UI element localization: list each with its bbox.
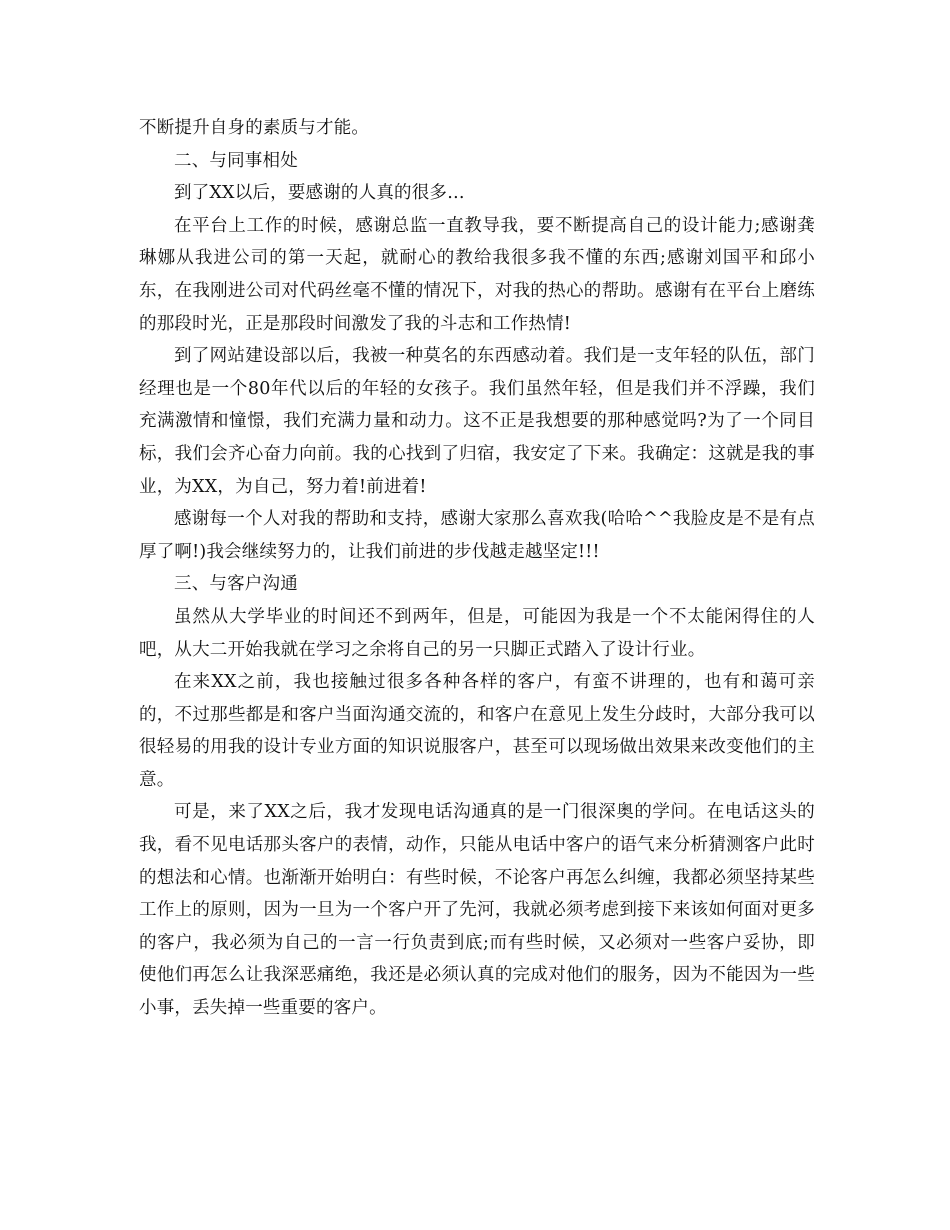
- paragraph: 到了网站建设部以后，我被一种莫名的东西感动着。我们是一支年轻的队伍，部门经理也是一个80年代以后的年轻的女孩子。我们虽然年轻，但是我们并不浮躁，我们充满激情和憧憬，我们充满力量和动力。这不正是我想要的那种感觉吗?为了一个同目标，我们会齐心奋力向前。我的心找到了归宿，我安定了下来。我确定：这就是我的事业，为XX，为自己，努力着!前进着!: [139, 346, 815, 497]
- paragraph-continuation: 不断提升自身的素质与才能。: [139, 118, 370, 138]
- document-body: [139, 112, 815, 1025]
- paragraph: 在平台上工作的时候，感谢总监一直教导我，要不断提高自己的设计能力;感谢龚琳娜从我进公司的第一天起，就耐心的教给我很多我不懂的东西;感谢刘国平和邱小东，在我刚进公司对代码丝毫不懂的情况下，对我的热心的帮助。感谢有在平台上磨练的那段时光，正是那段时间激发了我的斗志和工作热情!: [139, 215, 815, 334]
- paragraph: 到了XX以后，要感谢的人真的很多…: [174, 183, 465, 204]
- paragraph: 虽然从大学毕业的时间还不到两年，但是，可能因为我是一个不太能闲得住的人吧，从大二开始我就在学习之余将自己的另一只脚正式踏入了设计行业。: [139, 606, 815, 660]
- section-heading-clients: 三、与客户沟通: [174, 574, 298, 595]
- section-heading-colleagues: 二、与同事相处: [174, 150, 298, 171]
- paragraph: 感谢每一个人对我的帮助和支持，感谢大家那么喜欢我(哈哈^^我脸皮是不是有点厚了啊!)我会继续努力的，让我们前进的步伐越走越坚定!!!: [139, 509, 815, 562]
- paragraph: 可是，来了XX之后，我才发现电话沟通真的是一门很深奥的学问。在电话这头的我，看不见电话那头客户的表情，动作，只能从电话中客户的语气来分析猜测客户此时的想法和心情。也渐渐开始明白：有些时候，不论客户再怎么纠缠，我都必须坚持某些工作上的原则，因为一旦为一个客户开了先河，我就必须考虑到接下来该如何面对更多的客户，我必须为自己的一言一行负责到底;而有些时候，又必须对一些客户妥协，即使他们再怎么让我深恶痛绝，我还是必须认真的完成对他们的服务，因为不能因为一些小事，丢失掉一些重要的客户。: [139, 802, 815, 1019]
- paragraph: 在来XX之前，我也接触过很多各种各样的客户，有蛮不讲理的，也有和蔼可亲的，不过那些都是和客户当面沟通交流的，和客户在意见上发生分歧时，大部分我可以很轻易的用我的设计专业方面的知识说服客户，甚至可以现场做出效果来改变他们的主意。: [139, 672, 815, 790]
